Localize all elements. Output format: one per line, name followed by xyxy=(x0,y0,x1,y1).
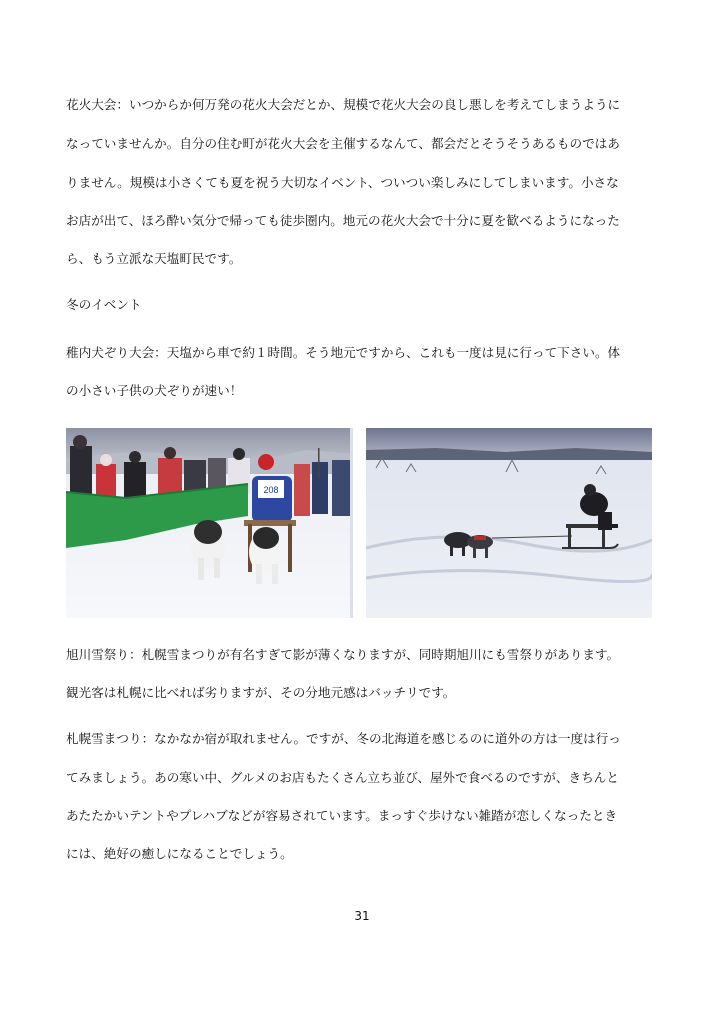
page-number: 31 xyxy=(354,909,370,923)
dog-sled-photo-left xyxy=(66,428,353,618)
paragraph-line: の小さい子供の犬ぞりが速い！ xyxy=(66,383,243,398)
paragraph-line: あたたかいテントやプレハブなどが容易されています。まっすぐ歩けない雑踏が恋しくなったとき xyxy=(66,808,618,823)
paragraph-line: てみましょう。あの寒い中、グルメのお店もたくさん立ち並び、屋外で食べるのですが、きちんと xyxy=(66,770,619,785)
paragraph-line: 札幌雪まつり：なかなか宿が取れません。ですが、冬の北海道を感じるのに道外の方は一度は行っ xyxy=(66,731,621,746)
section-heading: 冬のイベント xyxy=(66,297,142,312)
paragraph-line: りません。規模は小さくても夏を祝う大切なイベント、ついつい楽しみにしてしまいます。小さな xyxy=(66,175,619,190)
paragraph-line: には、絶好の癒しになることでしょう。 xyxy=(66,846,293,861)
paragraph-line: 稚内犬ぞり大会：天塩から車で約１時間。そう地元ですから、これも一度は見に行って下さい。体 xyxy=(66,345,621,360)
paragraph-line: 旭川雪祭り：札幌雪まつりが有名すぎて影が薄くなりますが、同時期旭川にも雪祭りがあります。 xyxy=(66,647,620,662)
paragraph-line: 花火大会：いつからか何万発の花火大会だとか、規模で花火大会の良し悪しを考えてしまうように xyxy=(66,97,621,112)
race-bib-number: 208 xyxy=(263,485,279,495)
dog-sled-photo-right xyxy=(366,428,652,618)
paragraph-line: ら、もう立派な天塩町民です。 xyxy=(66,251,242,266)
paragraph-line: なっていませんか。自分の住む町が花火大会を主催するなんて、都会だとそうそうあるものではあ xyxy=(66,136,620,151)
paragraph-line: 観光客は札幌に比べれば劣りますが、その分地元感はバッチリです。 xyxy=(66,685,456,700)
paragraph-line: お店が出て、ほろ酔い気分で帰っても徒歩圏内。地元の花火大会で十分に夏を歓べるようになった xyxy=(66,213,620,228)
